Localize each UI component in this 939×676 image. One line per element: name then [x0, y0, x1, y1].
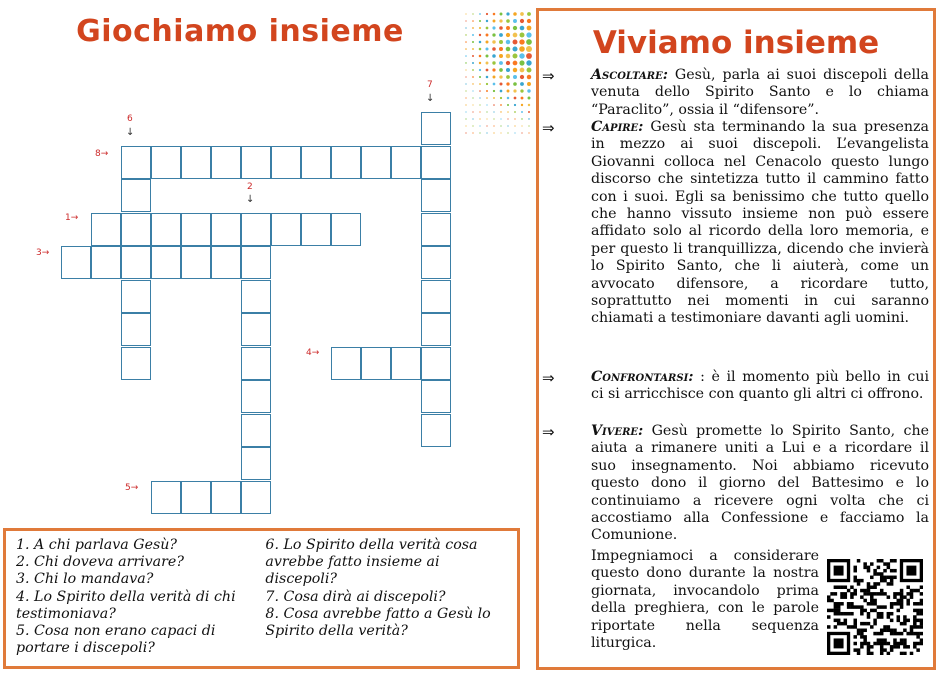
crossword-cell[interactable]: [121, 179, 151, 212]
clue-number-7: 7: [427, 80, 433, 90]
crossword-cell[interactable]: [331, 146, 361, 179]
crossword-cell[interactable]: [121, 347, 151, 380]
keyword: Vivere:: [591, 423, 644, 439]
clues-column-left: [16, 537, 265, 662]
crossword-cell[interactable]: [151, 246, 181, 279]
crossword-cell[interactable]: [121, 313, 151, 346]
clue-number-5: 5→: [125, 483, 139, 493]
keyword: Confrontarsi:: [591, 369, 694, 385]
arrow-bullet-icon: ⇒: [542, 369, 555, 387]
section-vivere: [591, 423, 929, 545]
crossword-cell[interactable]: [211, 213, 241, 246]
clue-number-4: 4→: [306, 348, 320, 358]
crossword-cell[interactable]: [241, 280, 271, 313]
crossword-cell[interactable]: [241, 481, 271, 514]
clue-number-1: 1→: [65, 213, 79, 223]
crossword-cell[interactable]: [391, 146, 421, 179]
crossword-cell[interactable]: [181, 146, 211, 179]
crossword-cell[interactable]: [121, 213, 151, 246]
crossword-cell[interactable]: [91, 213, 121, 246]
right-panel: [536, 8, 936, 670]
crossword-cell[interactable]: [241, 414, 271, 447]
crossword-cell[interactable]: [211, 146, 241, 179]
clue-text: 4. Lo Spirito della verità di chi testimoniava?: [16, 588, 236, 622]
crossword-cell[interactable]: [241, 146, 271, 179]
crossword-cell[interactable]: [241, 380, 271, 413]
crossword-cell[interactable]: [421, 347, 451, 380]
crossword-cell[interactable]: [241, 347, 271, 380]
clue-text: 5. Cosa non erano capaci di portare i discepoli?: [16, 623, 216, 657]
crossword-cell[interactable]: [361, 146, 391, 179]
keyword: Ascoltare:: [591, 67, 668, 83]
crossword-cell[interactable]: [211, 481, 241, 514]
down-arrow-icon: ↓: [426, 93, 435, 104]
arrow-bullet-icon: ⇒: [542, 119, 555, 137]
keyword: Capire:: [591, 119, 644, 135]
arrow-bullet-icon: ⇒: [542, 67, 555, 85]
page-title-left: Giochiamo insieme: [76, 14, 404, 49]
crossword-cell[interactable]: [421, 146, 451, 179]
section-text: Gesù promette lo Spirito Santo, che aiuta a rimanere uniti a Lui e a ricordare il suo insegnamento. Noi abbiamo ricevuto questo dono il giorno del Battesimo e lo continuiamo a ricevere ogni volta che ci accostiamo alla Confessione e facciamo la Comunione.: [591, 423, 929, 544]
clue-text: 7. Cosa dirà ai discepoli?: [265, 588, 446, 605]
crossword-cell[interactable]: [301, 213, 331, 246]
crossword-cell[interactable]: [421, 246, 451, 279]
clue-number-6: 6: [127, 114, 133, 124]
qr-code-image[interactable]: [827, 559, 923, 655]
arrow-bullet-icon: ⇒: [542, 423, 555, 441]
crossword-cell[interactable]: [421, 280, 451, 313]
crossword-cell[interactable]: [121, 246, 151, 279]
crossword-cell[interactable]: [121, 146, 151, 179]
clue-number-8: 8→: [95, 149, 109, 159]
crossword-cell[interactable]: [331, 213, 361, 246]
clue-text: 2. Chi doveva arrivare?: [16, 554, 184, 571]
crossword-cell[interactable]: [151, 146, 181, 179]
crossword-cell[interactable]: [421, 313, 451, 346]
crossword-cell[interactable]: [211, 246, 241, 279]
crossword-cell[interactable]: [241, 447, 271, 480]
crossword-cell[interactable]: [421, 380, 451, 413]
crossword-cell[interactable]: [361, 347, 391, 380]
crossword-cell[interactable]: [421, 213, 451, 246]
section-confrontarsi: [591, 369, 929, 404]
crossword-cell[interactable]: [271, 146, 301, 179]
crossword-cell[interactable]: [61, 246, 91, 279]
crossword-grid: [0, 0, 530, 525]
crossword-cell[interactable]: [181, 246, 211, 279]
crossword-cell[interactable]: [151, 213, 181, 246]
section-text: Gesù, parla ai suoi discepoli della venuta dello Spirito Santo e lo chiama “Paraclito”, ossia il “difensore”.: [591, 67, 929, 118]
page-title-right: Viviamo insieme: [592, 25, 880, 61]
down-arrow-icon: ↓: [126, 127, 135, 138]
crossword-cell[interactable]: [421, 414, 451, 447]
clue-text: 8. Cosa avrebbe fatto a Gesù lo Spirito della verità?: [265, 605, 491, 640]
crossword-cell[interactable]: [241, 213, 271, 246]
clue-number-2: 2: [247, 182, 253, 192]
crossword-cell[interactable]: [331, 347, 361, 380]
clue-text: 3. Chi lo mandava?: [16, 571, 154, 588]
crossword-cell[interactable]: [241, 313, 271, 346]
crossword-cell[interactable]: [181, 213, 211, 246]
down-arrow-icon: ↓: [246, 194, 255, 205]
final-paragraph: Impegniamoci a considerare questo dono durante la nostra giornata, invocandolo prima della preghiera, con le parole riportate nella sequenza liturgica.: [591, 548, 819, 652]
clue-text: 6. Lo Spirito della verità cosa avrebbe fatto insieme ai discepoli?: [265, 537, 478, 588]
crossword-cell[interactable]: [421, 112, 451, 145]
clues-column-right: [265, 537, 509, 662]
crossword-cell[interactable]: [301, 146, 331, 179]
crossword-cell[interactable]: [181, 481, 211, 514]
section-ascoltare: [591, 67, 929, 119]
section-text: : è il momento più bello in cui ci si arricchisce con quanto gli altri ci offrono.: [591, 369, 929, 403]
crossword-cell[interactable]: [151, 481, 181, 514]
section-text: Gesù sta terminando la sua presenza in mezzo ai suoi discepoli. L’evangelista Giovanni colloca nel Cenacolo questo lungo discorso che sintetizza tutto il cammino fatto con i suoi. Egli sa benissimo che tutto quello che hanno vissuto insieme non può essere affidato solo al ricordo della loro memoria, e per questo li tranquillizza, dicendo che invierà lo Spirito Santo, che li aiuterà, come un avvocato difensore, a ricordare tutto, soprattutto nei momenti in cui saranno chiamati a testimoniare davanti agli uomini.: [591, 119, 929, 327]
crossword-cell[interactable]: [91, 246, 121, 279]
section-capire: [591, 119, 929, 328]
crossword-cell[interactable]: [271, 213, 301, 246]
clues-box: [3, 528, 520, 669]
crossword-cell[interactable]: [121, 280, 151, 313]
crossword-cell[interactable]: [391, 347, 421, 380]
crossword-cell[interactable]: [421, 179, 451, 212]
clue-text: 1. A chi parlava Gesù?: [16, 537, 177, 553]
clue-number-3: 3→: [36, 248, 50, 258]
crossword-cell[interactable]: [241, 246, 271, 279]
